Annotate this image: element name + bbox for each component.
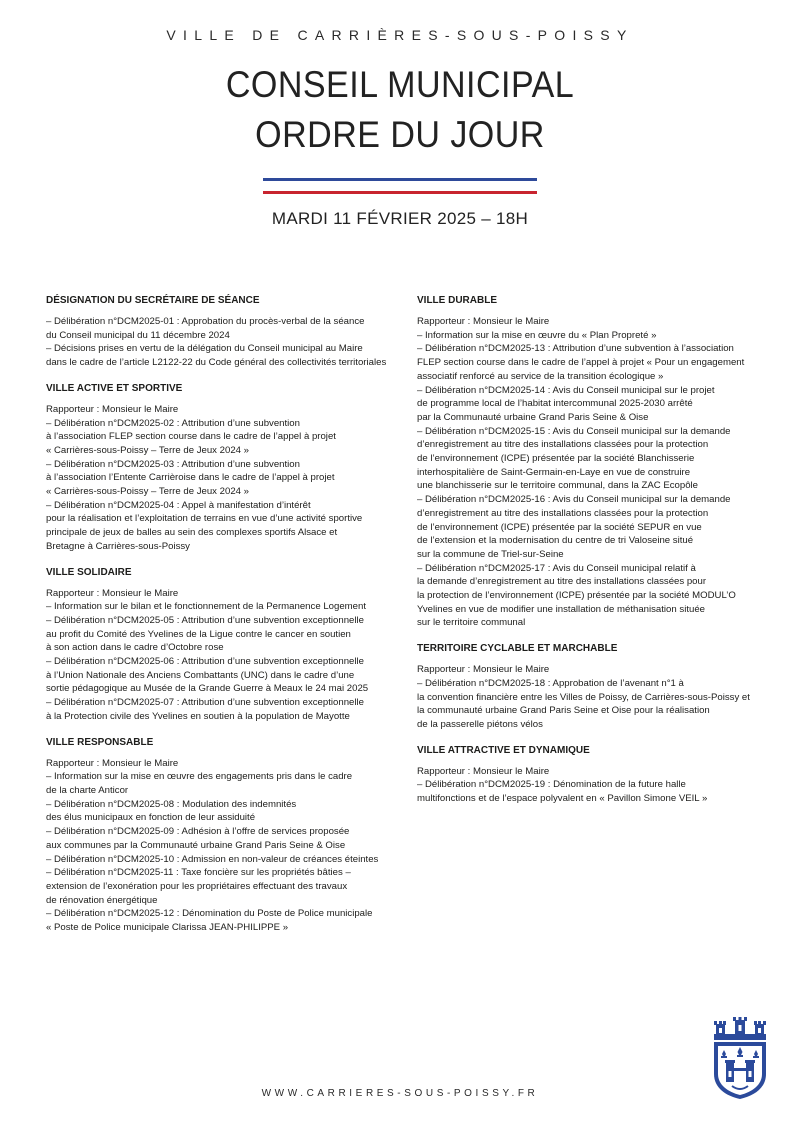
agenda-line: la communauté urbaine Grand Paris Seine et Oise pour la réalisation — [417, 705, 710, 717]
agenda-line: de l’extension et la modernisation du centre de tri Valoseine situé — [417, 535, 694, 547]
agenda-line: à la Protection civile des Yvelines en soutien à la population de Mayotte — [46, 710, 350, 722]
left-column — [46, 294, 392, 947]
agenda-line: de programme local de l’habitat intercommunal 2025-2030 arrêté — [417, 398, 693, 410]
agenda-line: au profit du Comité des Yvelines de la Ligue contre le cancer en soutien — [46, 628, 351, 640]
agenda-line: de l’environnement (ICPE) présentée par la société SEPUR en vue — [417, 521, 702, 533]
agenda-line: du Conseil municipal du 11 décembre 2024 — [46, 329, 230, 341]
agenda-section — [46, 382, 392, 554]
agenda-line: pour la réalisation et l’exploitation de terrains en vue d’une activité sportive — [46, 513, 363, 525]
agenda-line: aux communes par la Communauté urbaine Grand Paris Seine & Oise — [46, 839, 346, 851]
agenda-line: Bretagne à Carrières-sous-Poissy — [46, 540, 190, 552]
agenda-line: – Délibération n°DCM2025-15 : Avis du Conseil municipal sur la demande — [417, 425, 731, 437]
page-title — [32, 60, 768, 160]
agenda-section — [46, 566, 392, 724]
agenda-line: – Délibération n°DCM2025-12 : Dénomination du Poste de Police municipale — [46, 908, 373, 920]
agenda-section — [417, 294, 762, 630]
agenda-line: – Délibération n°DCM2025-03 : Attribution d’une subvention — [46, 458, 300, 470]
city-crest-icon — [712, 1016, 768, 1100]
agenda-line: – Délibération n°DCM2025-19 : Dénomination de la future halle — [417, 779, 686, 791]
agenda-line: Rapporteur : Monsieur le Maire — [46, 757, 179, 769]
agenda-line: multifonctions et de l’espace polyvalent en « Pavillon Simone VEIL » — [417, 793, 708, 805]
agenda-line: – Délibération n°DCM2025-04 : Appel à manifestation d’intérêt — [46, 499, 311, 511]
agenda-line: sur la commune de Triel-sur-Seine — [417, 548, 564, 560]
right-column — [417, 294, 762, 818]
agenda-line: – Délibération n°DCM2025-10 : Admission en non-valeur de créances éteintes — [46, 853, 379, 865]
agenda-line: – Délibération n°DCM2025-05 : Attribution d’une subvention exceptionnelle — [46, 614, 364, 626]
agenda-line: – Délibération n°DCM2025-06 : Attribution d’une subvention exceptionnelle — [46, 656, 364, 668]
flag-stripe-red — [263, 191, 537, 194]
agenda-line: – Délibération n°DCM2025-18 : Approbation de l’avenant n°1 à — [417, 677, 684, 689]
agenda-line: – Délibération n°DCM2025-13 : Attribution d’une subvention à l’association — [417, 343, 734, 355]
section-heading: VILLE ATTRACTIVE ET DYNAMIQUE — [417, 744, 590, 756]
section-heading: DÉSIGNATION DU SECRÉTAIRE DE SÉANCE — [46, 295, 260, 306]
agenda-line: principale de jeux de balles au sein des complexes sportifs Alsace et — [46, 527, 338, 539]
agenda-section — [46, 736, 392, 935]
agenda-line: – Délibération n°DCM2025-02 : Attribution d’une subvention — [46, 417, 300, 429]
agenda-line: – Information sur la mise en œuvre des engagements pris dans le cadre — [46, 771, 353, 783]
agenda-line: de la charte Anticor — [46, 784, 129, 796]
agenda-line: Yvelines en vue de modifier une installation de méthanisation située — [417, 603, 705, 615]
title-line-2: ORDRE DU JOUR — [255, 114, 545, 155]
agenda-line: sur le territoire communal — [417, 617, 526, 629]
flag-stripe-blue — [263, 178, 537, 181]
agenda-line: – Délibération n°DCM2025-08 : Modulation des indemnités — [46, 798, 297, 810]
agenda-section — [417, 744, 762, 806]
agenda-line: une blanchisserie sur le territoire communal, dans la ZAC Ecopôle — [417, 480, 699, 492]
agenda-line: à son action dans le cadre d’Octobre rose — [46, 642, 224, 654]
agenda-line: de l’environnement (ICPE) présentée par la société Blanchisserie — [417, 453, 695, 465]
agenda-line: Rapporteur : Monsieur le Maire — [417, 316, 550, 327]
agenda-line: – Délibération n°DCM2025-07 : Attribution d’une subvention exceptionnelle — [46, 697, 364, 709]
agenda-line: – Délibération n°DCM2025-11 : Taxe foncière sur les propriétés bâties – — [46, 867, 351, 879]
agenda-line: – Délibération n°DCM2025-09 : Adhésion à l’offre de services proposée — [46, 826, 350, 838]
agenda-line: Rapporteur : Monsieur le Maire — [417, 664, 550, 676]
agenda-line: – Délibération n°DCM2025-01 : Approbation du procès-verbal de la séance — [46, 316, 365, 327]
agenda-line: par la Communauté urbaine Grand Paris Seine & Oise — [417, 411, 649, 423]
agenda-line: la demande d’enregistrement au titre des installations classées pour — [417, 576, 707, 588]
agenda-line: « Carrières-sous-Poissy – Terre de Jeux 2024 » — [46, 486, 249, 498]
section-heading: VILLE SOLIDAIRE — [46, 566, 132, 578]
agenda-section — [417, 642, 762, 732]
section-heading: VILLE DURABLE — [417, 295, 497, 306]
agenda-line: FLEP section course dans le cadre de l’appel à projet « Pour un engagement — [417, 357, 745, 369]
agenda-line: Rapporteur : Monsieur le Maire — [417, 765, 550, 777]
agenda-line: – Délibération n°DCM2025-14 : Avis du Conseil municipal sur le projet — [417, 384, 715, 396]
agenda-line: des élus municipaux en fonction de leur assiduité — [46, 812, 256, 824]
agenda-line: à l’Union Nationale des Anciens Combattants (UNC) dans le cadre d’une — [46, 669, 355, 681]
section-heading: TERRITOIRE CYCLABLE ET MARCHABLE — [417, 643, 618, 655]
title-line-1: CONSEIL MUNICIPAL — [225, 64, 575, 105]
agenda-line: la protection de l’environnement (ICPE) présentée par la société MODUL’O — [417, 590, 736, 602]
agenda-line: d’enregistrement au titre des installations classées pour la protection — [417, 439, 709, 451]
agenda-line: de rénovation énergétique — [46, 894, 158, 906]
agenda-line: associatif renforcé au service de la transition écologique » — [417, 370, 664, 382]
agenda-line: de la passerelle piétons vélos — [417, 718, 543, 730]
website-url: WWW.CARRIERES-SOUS-POISSY.FR — [261, 1088, 539, 1099]
city-name: VILLE DE CARRIÈRES-SOUS-POISSY — [166, 27, 634, 43]
agenda-line: – Délibération n°DCM2025-16 : Avis du Conseil municipal sur la demande — [417, 494, 731, 506]
agenda-line: la convention financière entre les Villes de Poissy, de Carrières-sous-Poissy et — [417, 691, 750, 703]
agenda-line: à l’association FLEP section course dans le cadre de l’appel à projet — [46, 431, 336, 443]
agenda-line: interhospitalière de Saint-Germain-en-Laye en vue de construire — [417, 466, 691, 478]
agenda-line: à l’association l’Entente Carrièroise dans le cadre de l’appel à projet — [46, 472, 335, 484]
agenda-section — [46, 294, 392, 370]
agenda-line: extension de l’exonération pour les propriétaires effectuant des travaux — [46, 880, 348, 892]
section-heading: VILLE ACTIVE ET SPORTIVE — [46, 382, 183, 394]
agenda-line: – Information sur le bilan et le fonctionnement de la Permanence Logement — [46, 601, 366, 613]
agenda-line: – Information sur la mise en œuvre du « Plan Propreté » — [417, 329, 657, 341]
agenda-line: – Décisions prises en vertu de la délégation du Conseil municipal au Maire — [46, 343, 363, 355]
agenda-line: dans le cadre de l’article L2122-22 du Code général des collectivités territoriales — [46, 357, 387, 369]
agenda-line: « Poste de Police municipale Clarissa JEAN-PHILIPPE » — [46, 922, 289, 934]
agenda-line: d’enregistrement au titre des installations classées pour la protection — [417, 507, 709, 519]
agenda-line: Rapporteur : Monsieur le Maire — [46, 587, 179, 599]
agenda-line: sortie pédagogique au Musée de la Grande Guerre à Meaux le 24 mai 2025 — [46, 683, 369, 695]
agenda-line: « Carrières-sous-Poissy – Terre de Jeux 2024 » — [46, 444, 249, 456]
section-heading: VILLE RESPONSABLE — [46, 736, 154, 748]
agenda-line: Rapporteur : Monsieur le Maire — [46, 403, 179, 415]
meeting-date: MARDI 11 FÉVRIER 2025 – 18H — [271, 209, 529, 228]
agenda-line: – Délibération n°DCM2025-17 : Avis du Conseil municipal relatif à — [417, 562, 696, 574]
